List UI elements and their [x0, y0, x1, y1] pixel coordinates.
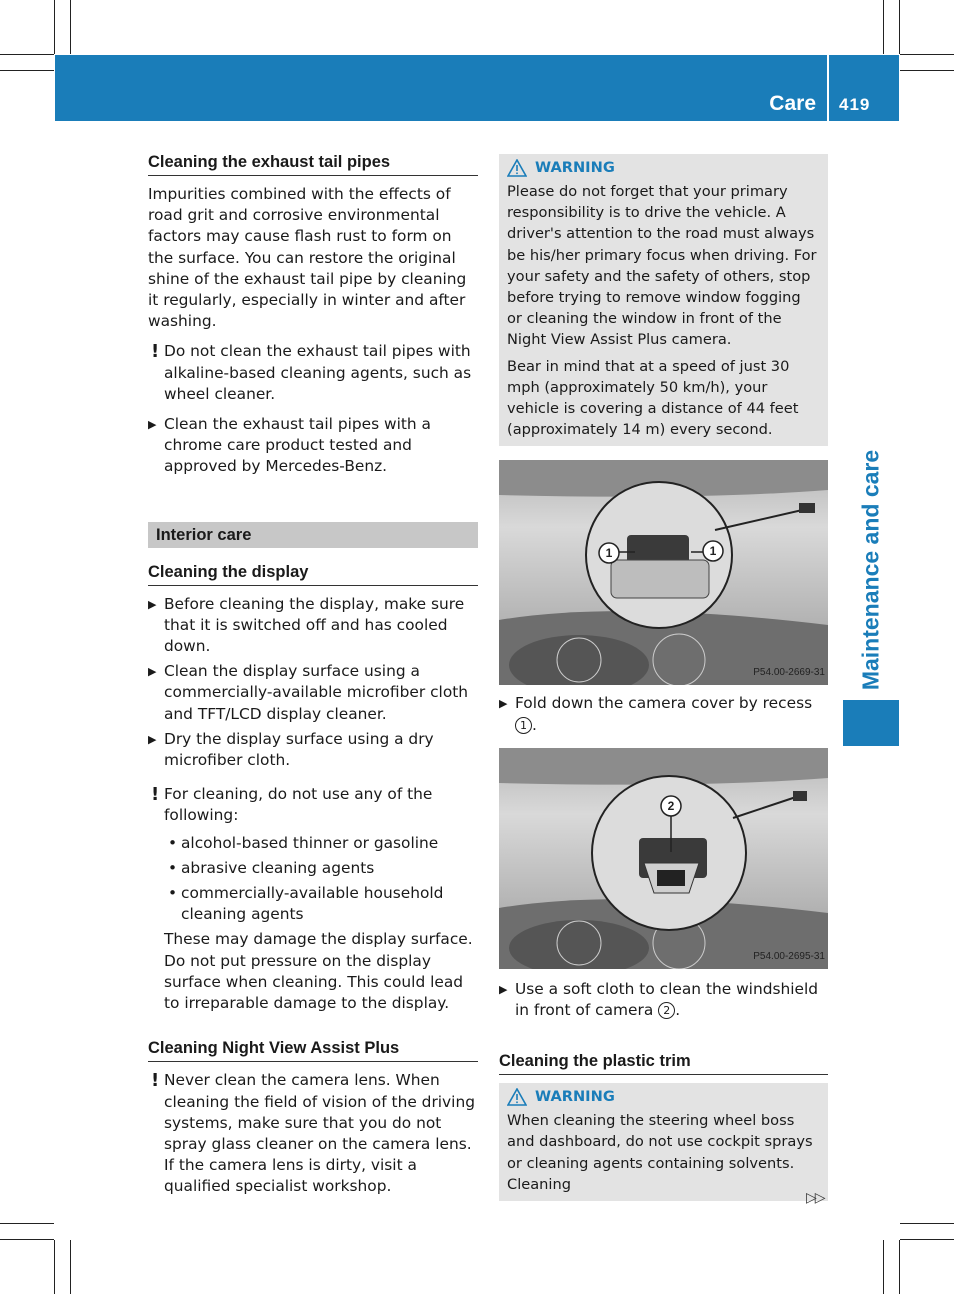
crop-mark [883, 1240, 884, 1294]
crop-mark [70, 0, 71, 54]
header-divider [827, 55, 829, 121]
camera-cover-illustration [499, 460, 828, 685]
page-header [55, 55, 899, 121]
step-arrow-icon: ▶ [148, 597, 157, 611]
step-text: Clean the exhaust tail pipes with a chrome care product tested and approved by Mercedes-Benz. [164, 415, 431, 476]
warning-paragraph: When cleaning the steering wheel boss and dashboard, do not use cockpit sprays or cleaning agents containing solvents. Cleaning [507, 1112, 813, 1193]
display-bullet-list [148, 833, 478, 926]
step-arrow-icon: ▶ [148, 732, 157, 746]
step-arrow-icon: ▶ [499, 697, 508, 711]
step-text: Fold down the camera cover by recess [515, 694, 813, 713]
crop-mark [0, 70, 54, 71]
crop-mark [900, 54, 954, 55]
windshield-step [499, 979, 828, 1021]
ref-marker: 2 [658, 1002, 675, 1019]
warning-triangle-icon [507, 159, 527, 177]
callout-2: 2 [667, 798, 675, 813]
notice-text: For cleaning, do not use any of the following: [164, 785, 433, 825]
crop-mark [54, 0, 55, 54]
notice-text: Never clean the camera lens. When cleaning the field of vision of the driving systems, make sure that you do not spray glass cleaner on the camera lens. If the camera lens is dirty, visit a qualified specialist workshop. [164, 1071, 475, 1196]
step-text: Dry the display surface using a dry microfiber cloth. [164, 729, 434, 770]
display-step [148, 594, 478, 658]
exclamation-icon: ! [151, 784, 160, 806]
ref-marker: 1 [515, 717, 532, 734]
crop-mark [900, 1239, 954, 1240]
chapter-side-title: Maintenance and care [857, 449, 884, 691]
page-number: 419 [839, 95, 871, 114]
crop-mark [899, 1240, 900, 1294]
display-step [148, 661, 478, 725]
list-item: • alcohol-based thinner or gasoline [168, 833, 478, 854]
warning-label: WARNING [535, 159, 615, 176]
step-text: Before cleaning the display, make sure that it is switched off and has cooled down. [164, 594, 465, 656]
step-text: Clean the display surface using a commercially-available microfiber cloth and TFT/LCD display cleaner. [164, 662, 469, 723]
figure-camera-lens [499, 748, 828, 969]
heading-display: Cleaning the display [148, 560, 478, 586]
chapter-tab-marker [843, 700, 899, 746]
crop-mark [54, 1240, 55, 1294]
warning-label: WARNING [535, 1088, 615, 1106]
warning-paragraph: Please do not forget that your primary responsibility is to drive the vehicle. A driver's attention to the road must always be his/her primary focus when driving. For your safety and the safety of others, stop before trying to remove window fogging or cleaning the window in front of the Night View Assist Plus camera. [507, 183, 817, 349]
step-arrow-icon: ▶ [148, 665, 157, 679]
display-step [148, 729, 478, 771]
night-view-notice [148, 1070, 478, 1197]
camera-step [499, 693, 828, 735]
callout-1-right: 1 [709, 544, 717, 559]
exclamation-icon: ! [151, 341, 160, 363]
warning-paragraph: Bear in mind that at a speed of just 30 mph (approximately 50 km/h), your vehicle is covering a distance of 44 feet (approximately 14 m) every second. [507, 357, 799, 439]
step-end: . [675, 1001, 681, 1020]
crop-mark [0, 1223, 54, 1224]
exhaust-notice [148, 341, 478, 405]
right-column [499, 154, 828, 1215]
callout-1-left: 1 [605, 546, 613, 561]
step-text: Use a soft cloth to clean the windshield in front of camera [515, 979, 819, 1020]
crop-mark [0, 54, 54, 55]
figure-code: P54.00-2695-31 [753, 950, 825, 962]
warning-box [499, 154, 828, 446]
display-consequence: These may damage the display surface. Do not put pressure on the display surface when cleaning. This could lead to irreparable damage to the display. [164, 930, 473, 1013]
step-arrow-icon: ▶ [148, 418, 157, 432]
camera-lens-illustration [499, 748, 828, 969]
crop-mark [900, 1223, 954, 1224]
display-notice [148, 784, 478, 826]
exhaust-intro: Impurities combined with the effects of road grit and corrosive environmental factors may cause flash rust to form on the surface. You can restore the original shine of the exhaust tail pipe by cleaning it regularly, especially in winter and after washing. [148, 185, 467, 331]
crop-mark [883, 0, 884, 54]
section-interior-care: Interior care [148, 522, 478, 548]
crop-mark [900, 70, 954, 71]
heading-plastic-trim: Cleaning the plastic trim [499, 1049, 828, 1075]
exhaust-step [148, 414, 478, 478]
continue-marker: ▷▷ [806, 1190, 824, 1206]
step-arrow-icon: ▶ [499, 982, 508, 996]
warning-header [507, 157, 820, 179]
crop-mark [70, 1240, 71, 1294]
crop-mark [899, 0, 900, 54]
list-item: • abrasive cleaning agents [168, 858, 478, 879]
warning-triangle-icon [507, 1088, 527, 1106]
warning-box [499, 1083, 828, 1201]
step-end: . [532, 715, 537, 734]
figure-camera-cover [499, 460, 828, 685]
warning-header [507, 1086, 820, 1108]
list-item: • commercially-available household cleaning agents [168, 883, 478, 925]
heading-exhaust: Cleaning the exhaust tail pipes [148, 150, 478, 176]
figure-code: P54.00-2669-31 [753, 667, 825, 679]
left-column [148, 150, 478, 1207]
notice-text: Do not clean the exhaust tail pipes with alkaline-based cleaning agents, such as wheel cleaner. [164, 342, 472, 403]
crop-mark [0, 1239, 54, 1240]
exclamation-icon: ! [151, 1070, 160, 1092]
heading-night-view: Cleaning Night View Assist Plus [148, 1036, 478, 1062]
section-title: Care [769, 92, 816, 115]
